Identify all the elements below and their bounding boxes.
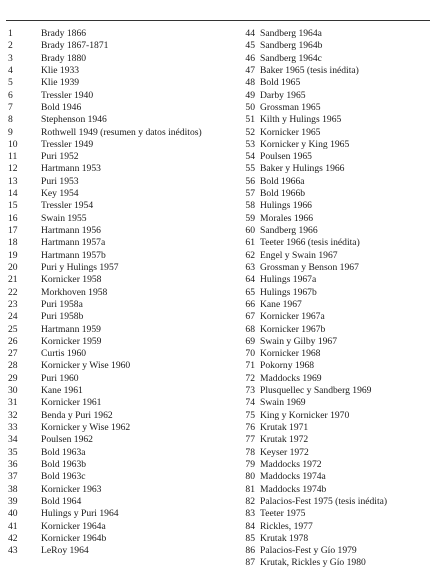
reference-citation: Kornicker 1967b: [260, 323, 326, 335]
reference-number: 62: [245, 249, 255, 261]
reference-entry: [8, 410, 238, 422]
reference-citation: Benda y Puri 1962: [41, 409, 113, 421]
reference-number: 85: [245, 532, 255, 544]
reference-entry: [8, 533, 238, 545]
reference-entry: [232, 213, 437, 225]
reference-entry: [8, 114, 238, 126]
reference-citation: Hartmann 1957a: [41, 237, 106, 249]
reference-entry: [8, 496, 238, 508]
reference-citation: Grossman 1965: [260, 101, 321, 113]
reference-citation: Kornicker 1967a: [260, 311, 325, 323]
reference-entry: [232, 139, 437, 151]
reference-number: 58: [245, 200, 255, 212]
reference-number: 56: [245, 175, 255, 187]
reference-entry: [232, 127, 437, 139]
reference-citation: Bold 1963b: [41, 458, 87, 470]
reference-citation: Bold 1963c: [41, 471, 86, 483]
reference-citation: Hulings y Puri 1964: [41, 508, 119, 520]
reference-citation: Kornicker 1964b: [41, 532, 107, 544]
reference-entry: [8, 225, 238, 237]
reference-number: 68: [245, 323, 255, 335]
reference-citation: Bold 1966b: [260, 188, 306, 200]
reference-entry: [232, 53, 437, 65]
reference-entry: [232, 471, 437, 483]
reference-entry: [8, 65, 238, 77]
reference-number: 15: [8, 200, 18, 212]
reference-entry: [8, 274, 238, 286]
reference-entry: [8, 324, 238, 336]
reference-entry: [232, 360, 437, 372]
reference-number: 63: [245, 261, 255, 273]
reference-entry: [232, 348, 437, 360]
reference-number: 59: [245, 212, 255, 224]
reference-number: 80: [245, 471, 255, 483]
reference-entry: [8, 311, 238, 323]
reference-number: 53: [245, 138, 255, 150]
reference-citation: Puri 1953: [41, 175, 79, 187]
reference-number: 19: [8, 249, 18, 261]
reference-citation: Kilth y Hulings 1965: [260, 114, 342, 126]
reference-number: 27: [8, 348, 18, 360]
reference-citation: Curtis 1960: [41, 348, 87, 360]
reference-citation: Sandberg 1964a: [260, 28, 322, 39]
reference-citation: Darby 1965: [260, 89, 306, 101]
reference-citation: Baker y Hulings 1966: [260, 163, 345, 175]
reference-citation: Teeter 1975: [260, 508, 306, 520]
reference-number: 86: [245, 545, 255, 557]
reference-number: 71: [245, 360, 255, 372]
reference-number: 26: [8, 335, 18, 347]
reference-citation: Puri 1952: [41, 151, 79, 163]
reference-number: 4: [8, 64, 13, 76]
reference-citation: Hulings 1966: [260, 200, 312, 212]
reference-entry: [232, 545, 437, 557]
reference-number: 34: [8, 434, 18, 446]
reference-number: 42: [8, 532, 18, 544]
reference-entry: [8, 508, 238, 520]
reference-number: 39: [8, 495, 18, 507]
reference-number: 5: [8, 77, 13, 89]
reference-number: 40: [8, 508, 18, 520]
reference-number: 31: [8, 397, 18, 409]
reference-citation: Brady 1867-1871: [41, 40, 109, 52]
reference-citation: Teeter 1966 (tesis inédita): [260, 237, 360, 249]
reference-number: 79: [245, 458, 255, 470]
reference-number: 7: [8, 101, 13, 113]
reference-number: 69: [245, 335, 255, 347]
reference-citation: Kornicker 1958: [41, 274, 102, 286]
reference-number: 20: [8, 261, 18, 273]
reference-number: 74: [245, 397, 255, 409]
reference-entry: [232, 40, 437, 52]
reference-entry: [8, 360, 238, 372]
reference-number: 1: [8, 28, 13, 39]
reference-citation: Kornicker 1968: [260, 348, 321, 360]
reference-entry: [8, 53, 238, 65]
reference-number: 60: [245, 225, 255, 236]
reference-entry: [232, 447, 437, 459]
reference-citation: Poulsen 1962: [41, 434, 93, 446]
reference-entry: [8, 176, 238, 188]
reference-number: 22: [8, 286, 18, 298]
reference-entry: [232, 459, 437, 471]
reference-citation: Stephenson 1946: [41, 114, 107, 126]
reference-citation: Tressler 1940: [41, 89, 94, 101]
reference-entry: [8, 373, 238, 385]
reference-citation: Kane 1961: [41, 385, 83, 397]
reference-citation: Kornicker y Wise 1962: [41, 422, 131, 433]
reference-entry: [8, 385, 238, 397]
reference-number: 61: [245, 237, 255, 249]
reference-citation: Bold 1963a: [41, 446, 86, 458]
reference-citation: Brady 1880: [41, 52, 87, 64]
reference-number: 84: [245, 520, 255, 532]
reference-entry: [8, 250, 238, 262]
reference-number: 47: [245, 64, 255, 76]
reference-citation: Brady 1866: [41, 28, 87, 39]
reference-number: 57: [245, 188, 255, 200]
reference-entry: [232, 90, 437, 102]
reference-number: 36: [8, 458, 18, 470]
reference-number: 9: [8, 126, 13, 138]
reference-citation: LeRoy 1964: [41, 545, 89, 557]
reference-citation: Palacios-Fest y Gío 1979: [260, 545, 357, 557]
reference-citation: Sandberg 1964b: [260, 40, 323, 52]
reference-number: 29: [8, 372, 18, 384]
reference-citation: Klie 1933: [41, 64, 80, 76]
reference-number: 46: [245, 52, 255, 64]
reference-entry: [8, 139, 238, 151]
reference-number: 43: [8, 545, 18, 557]
reference-citation: Swain y Gilby 1967: [260, 335, 338, 347]
reference-citation: Engel y Swain 1967: [260, 249, 338, 261]
reference-citation: Kane 1967: [260, 298, 302, 310]
reference-entry: [232, 311, 437, 323]
reference-citation: Sandberg 1964c: [260, 52, 322, 64]
reference-entry: [232, 373, 437, 385]
reference-number: 51: [245, 114, 255, 126]
reference-number: 12: [8, 163, 18, 175]
reference-entry: [232, 521, 437, 533]
reference-entry: [232, 287, 437, 299]
reference-number: 6: [8, 89, 13, 101]
reference-citation: Puri 1960: [41, 372, 79, 384]
reference-entry: [232, 484, 437, 496]
reference-entry: [8, 287, 238, 299]
reference-entry: [232, 336, 437, 348]
reference-entry: [232, 397, 437, 409]
reference-number: 38: [8, 483, 18, 495]
reference-citation: Hulings 1967b: [260, 286, 317, 298]
reference-number: 41: [8, 520, 18, 532]
reference-number: 87: [245, 557, 255, 569]
reference-citation: Puri y Hulings 1957: [41, 261, 119, 273]
reference-entry: [232, 65, 437, 77]
reference-entry: [232, 422, 437, 434]
reference-number: 76: [245, 422, 255, 433]
reference-entry: [8, 299, 238, 311]
reference-number: 75: [245, 409, 255, 421]
reference-entry: [8, 188, 238, 200]
reference-number: 82: [245, 495, 255, 507]
reference-entry: [8, 422, 238, 434]
reference-citation: Puri 1958a: [41, 298, 83, 310]
reference-entry: [232, 274, 437, 286]
reference-entry: [232, 28, 437, 40]
reference-entry: [232, 533, 437, 545]
reference-number: 8: [8, 114, 13, 126]
reference-number: 50: [245, 101, 255, 113]
reference-number: 14: [8, 188, 18, 200]
reference-entry: [8, 521, 238, 533]
reference-number: 44: [245, 28, 255, 39]
reference-entry: [8, 397, 238, 409]
reference-column-left: [8, 28, 238, 557]
reference-citation: Maddocks 1972: [260, 458, 322, 470]
reference-citation: Maddocks 1974a: [260, 471, 326, 483]
reference-entry: [232, 410, 437, 422]
reference-entry: [232, 102, 437, 114]
reference-entry: [8, 336, 238, 348]
reference-citation: Key 1954: [41, 188, 79, 200]
reference-entry: [232, 262, 437, 274]
top-rule: [6, 20, 430, 21]
reference-citation: Hulings 1967a: [260, 274, 317, 286]
reference-entry: [232, 225, 437, 237]
reference-entry: [232, 200, 437, 212]
reference-number: 64: [245, 274, 255, 286]
reference-citation: Bold 1966a: [260, 175, 305, 187]
reference-number: 11: [8, 151, 18, 163]
reference-entry: [232, 434, 437, 446]
reference-number: 73: [245, 385, 255, 397]
reference-number: 72: [245, 372, 255, 384]
reference-citation: Kornicker 1959: [41, 335, 102, 347]
reference-entry: [8, 545, 238, 557]
reference-entry: [232, 299, 437, 311]
reference-entry: [232, 77, 437, 89]
reference-number: 24: [8, 311, 18, 323]
reference-entry: [232, 385, 437, 397]
reference-citation: Swain 1969: [260, 397, 306, 409]
reference-entry: [8, 102, 238, 114]
reference-entry: [232, 114, 437, 126]
reference-citation: Baker 1965 (tesis inédita): [260, 64, 359, 76]
reference-citation: Krutak 1972: [260, 434, 309, 446]
reference-citation: Maddocks 1974b: [260, 483, 327, 495]
reference-entry: [8, 127, 238, 139]
reference-citation: Puri 1958b: [41, 311, 84, 323]
reference-number: 37: [8, 471, 18, 483]
reference-number: 32: [8, 409, 18, 421]
reference-number: 66: [245, 298, 255, 310]
reference-citation: Grossman y Benson 1967: [260, 261, 359, 273]
reference-entry: [232, 324, 437, 336]
reference-entry: [8, 484, 238, 496]
reference-entry: [8, 213, 238, 225]
reference-column-right: [232, 28, 437, 570]
reference-number: 49: [245, 89, 255, 101]
reference-citation: Rothwell 1949 (resumen y datos inéditos): [41, 126, 202, 138]
reference-entry: [232, 237, 437, 249]
reference-number: 23: [8, 298, 18, 310]
reference-number: 3: [8, 52, 13, 64]
reference-entry: [8, 471, 238, 483]
reference-entry: [232, 188, 437, 200]
reference-entry: [8, 163, 238, 175]
reference-citation: Keyser 1972: [260, 446, 309, 458]
reference-entry: [8, 262, 238, 274]
reference-number: 13: [8, 175, 18, 187]
reference-citation: Krutak 1978: [260, 532, 309, 544]
reference-number: 67: [245, 311, 255, 323]
reference-citation: Rickles, 1977: [260, 520, 313, 532]
reference-citation: Bold 1964: [41, 495, 82, 507]
reference-citation: Plusquellec y Sandberg 1969: [260, 385, 372, 397]
reference-number: 81: [245, 483, 255, 495]
reference-citation: Hartmann 1953: [41, 163, 101, 175]
reference-citation: Palacios-Fest 1975 (tesis inédita): [260, 495, 388, 507]
reference-citation: Tressler 1949: [41, 138, 94, 150]
reference-entry: [8, 459, 238, 471]
reference-citation: Kornicker y King 1965: [260, 138, 350, 150]
reference-number: 48: [245, 77, 255, 89]
reference-citation: Poulsen 1965: [260, 151, 312, 163]
reference-citation: Morales 1966: [260, 212, 314, 224]
reference-citation: Hartmann 1956: [41, 225, 101, 236]
reference-entry: [232, 496, 437, 508]
reference-entry: [8, 151, 238, 163]
reference-number: 45: [245, 40, 255, 52]
reference-citation: Bold 1946: [41, 101, 82, 113]
reference-citation: Krutak, Rickles y Gío 1980: [260, 557, 366, 569]
reference-entry: [8, 447, 238, 459]
reference-entry: [8, 237, 238, 249]
reference-number: 65: [245, 286, 255, 298]
reference-citation: Morkhoven 1958: [41, 286, 108, 298]
reference-number: 28: [8, 360, 18, 372]
reference-citation: Tressler 1954: [41, 200, 94, 212]
reference-number: 78: [245, 446, 255, 458]
reference-citation: Pokorny 1968: [260, 360, 315, 372]
reference-entry: [232, 163, 437, 175]
reference-entry: [8, 77, 238, 89]
reference-number: 55: [245, 163, 255, 175]
reference-number: 83: [245, 508, 255, 520]
reference-number: 21: [8, 274, 18, 286]
reference-citation: King y Kornicker 1970: [260, 409, 350, 421]
reference-number: 70: [245, 348, 255, 360]
reference-entry: [8, 348, 238, 360]
reference-citation: Hartmann 1959: [41, 323, 101, 335]
reference-number: 77: [245, 434, 255, 446]
reference-number: 25: [8, 323, 18, 335]
reference-citation: Klie 1939: [41, 77, 80, 89]
reference-number: 33: [8, 422, 18, 433]
reference-entry: [8, 40, 238, 52]
reference-citation: Kornicker 1963: [41, 483, 102, 495]
reference-number: 54: [245, 151, 255, 163]
reference-citation: Kornicker y Wise 1960: [41, 360, 131, 372]
reference-entry: [8, 200, 238, 212]
reference-number: 17: [8, 225, 18, 236]
reference-number: 2: [8, 40, 13, 52]
reference-citation: Kornicker 1965: [260, 126, 321, 138]
reference-entry: [8, 28, 238, 40]
reference-citation: Sandberg 1966: [260, 225, 318, 236]
reference-number: 16: [8, 212, 18, 224]
reference-citation: Kornicker 1964a: [41, 520, 106, 532]
reference-entry: [232, 151, 437, 163]
reference-entry: [232, 557, 437, 569]
reference-number: 30: [8, 385, 18, 397]
reference-number: 35: [8, 446, 18, 458]
reference-entry: [8, 434, 238, 446]
reference-number: 10: [8, 138, 18, 150]
reference-entry: [232, 250, 437, 262]
reference-entry: [232, 508, 437, 520]
reference-citation: Maddocks 1969: [260, 372, 322, 384]
reference-citation: Swain 1955: [41, 212, 87, 224]
reference-entry: [232, 176, 437, 188]
reference-citation: Bold 1965: [260, 77, 301, 89]
reference-citation: Krutak 1971: [260, 422, 309, 433]
reference-entry: [8, 90, 238, 102]
reference-number: 52: [245, 126, 255, 138]
reference-number: 18: [8, 237, 18, 249]
reference-citation: Kornicker 1961: [41, 397, 102, 409]
reference-citation: Hartmann 1957b: [41, 249, 106, 261]
